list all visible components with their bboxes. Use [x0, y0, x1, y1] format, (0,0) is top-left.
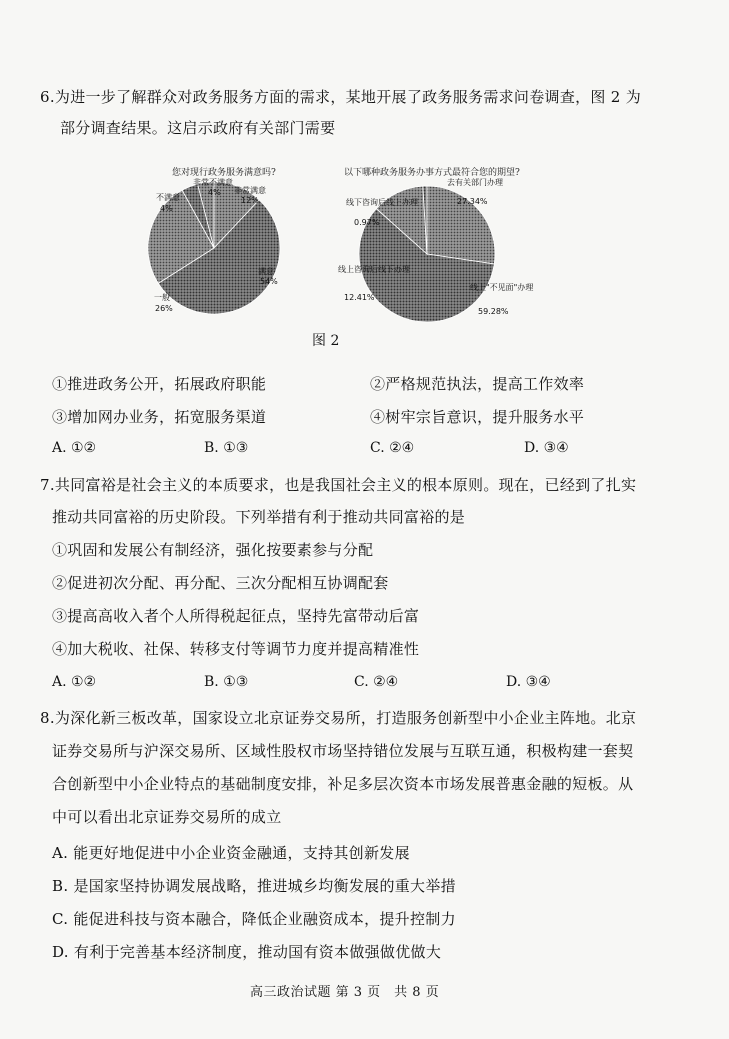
chart1-title: 您对现行政务服务满意吗?: [172, 168, 276, 178]
q7-statement-2: ②促进初次分配、再分配、三次分配相互协调配套: [52, 574, 389, 592]
pie1-label-satisfied: 满意: [258, 267, 274, 276]
pie1-value-unsatisfied: 4%: [160, 204, 173, 213]
pie2-label-online-consult: 线上咨询后线下办理: [338, 265, 410, 274]
q6-stem-line1: 6.为进一步了解群众对政务服务方面的需求，某地开展了政务服务需求问卷调查，图 2 为: [40, 88, 641, 106]
q6-choice-c: C. ②④: [370, 440, 415, 456]
q6-statement-1: ①推进政务公开，拓展政府职能: [52, 375, 267, 393]
pie1-label-unsatisfied: 不满意: [156, 193, 180, 202]
q8-stem-line3: 合创新型中小企业特点的基础制度安排，补足多层次资本市场发展普惠金融的短板。从: [52, 775, 634, 793]
pie2-label-offline-consult: 线下咨询后线上办理: [346, 198, 418, 207]
q7-stem-line1: 7.共同富裕是社会主义的本质要求，也是我国社会主义的根本原则。现在，已经到了扎实: [40, 476, 637, 494]
page-footer: 高三政治试题 第 3 页 共 8 页: [250, 985, 440, 1000]
pie2-value-offline-consult: 0.97%: [354, 218, 380, 227]
pie1-label-very-unsatisfied: 非常不满意: [193, 178, 233, 187]
figure-2-svg: [0, 0, 729, 360]
figure-caption: 图 2: [312, 333, 340, 349]
q8-choice-d: D. 有利于完善基本经济制度，推动国有资本做强做优做大: [52, 943, 442, 961]
q6-choice-a: A. ①②: [52, 440, 97, 456]
pie1-value-very-unsatisfied: 4%: [208, 188, 221, 197]
q7-choice-d: D. ③④: [506, 674, 551, 690]
q8-stem-line4: 中可以看出北京证券交易所的成立: [52, 808, 282, 826]
q7-choice-c: C. ②④: [354, 674, 399, 690]
q7-statement-4: ④加大税收、社保、转移支付等调节力度并提高精准性: [52, 640, 420, 658]
pie1-label-average: 一般: [154, 293, 170, 302]
chart2-title: 以下哪种政务服务办事方式最符合您的期望?: [344, 168, 520, 178]
pie2-label-in-person: 去有关部门办理: [447, 178, 503, 187]
q8-choice-a: A. 能更好地促进中小企业资金融通，支持其创新发展: [52, 844, 410, 862]
q6-choice-d: D. ③④: [524, 440, 569, 456]
pie2-label-online: 线上"不见面"办理: [470, 283, 534, 292]
q8-choice-c: C. 能促进科技与资本融合，降低企业融资成本，提升控制力: [52, 910, 456, 928]
q6-choice-b: B. ①③: [204, 440, 249, 456]
q8-choice-b: B. 是国家坚持协调发展战略，推进城乡均衡发展的重大举措: [52, 877, 456, 895]
q7-choice-b: B. ①③: [204, 674, 249, 690]
q6-stem-line2: 部分调查结果。这启示政府有关部门需要: [60, 119, 336, 137]
q7-choice-a: A. ①②: [52, 674, 97, 690]
q7-statement-1: ①巩固和发展公有制经济，强化按要素参与分配: [52, 541, 374, 559]
q6-statement-4: ④树牢宗旨意识，提升服务水平: [370, 408, 585, 426]
q6-statement-3: ③增加网办业务，拓宽服务渠道: [52, 408, 267, 426]
q8-stem-line2: 证券交易所与沪深交易所、区域性股权市场坚持错位发展与互联互通，积极构建一套契: [52, 742, 634, 760]
pie2-value-online-consult: 12.41%: [344, 293, 375, 302]
q8-stem-line1: 8.为深化新三板改革，国家设立北京证券交易所，打造服务创新型中小企业主阵地。北京: [40, 709, 637, 727]
q7-stem-line2: 推动共同富裕的历史阶段。下列举措有利于推动共同富裕的是: [52, 508, 466, 526]
pie2-value-in-person: 27.34%: [457, 197, 488, 206]
pie2-value-online: 59.28%: [478, 307, 509, 316]
pie1-value-very-satisfied: 12%: [241, 196, 259, 205]
q7-statement-3: ③提高高收入者个人所得税起征点，坚持先富带动后富: [52, 607, 420, 625]
q6-statement-2: ②严格规范执法，提高工作效率: [370, 375, 585, 393]
pie1-label-very-satisfied: 非常满意: [234, 186, 266, 195]
pie1-value-average: 26%: [155, 304, 173, 313]
pie1-value-satisfied: 54%: [260, 277, 278, 286]
